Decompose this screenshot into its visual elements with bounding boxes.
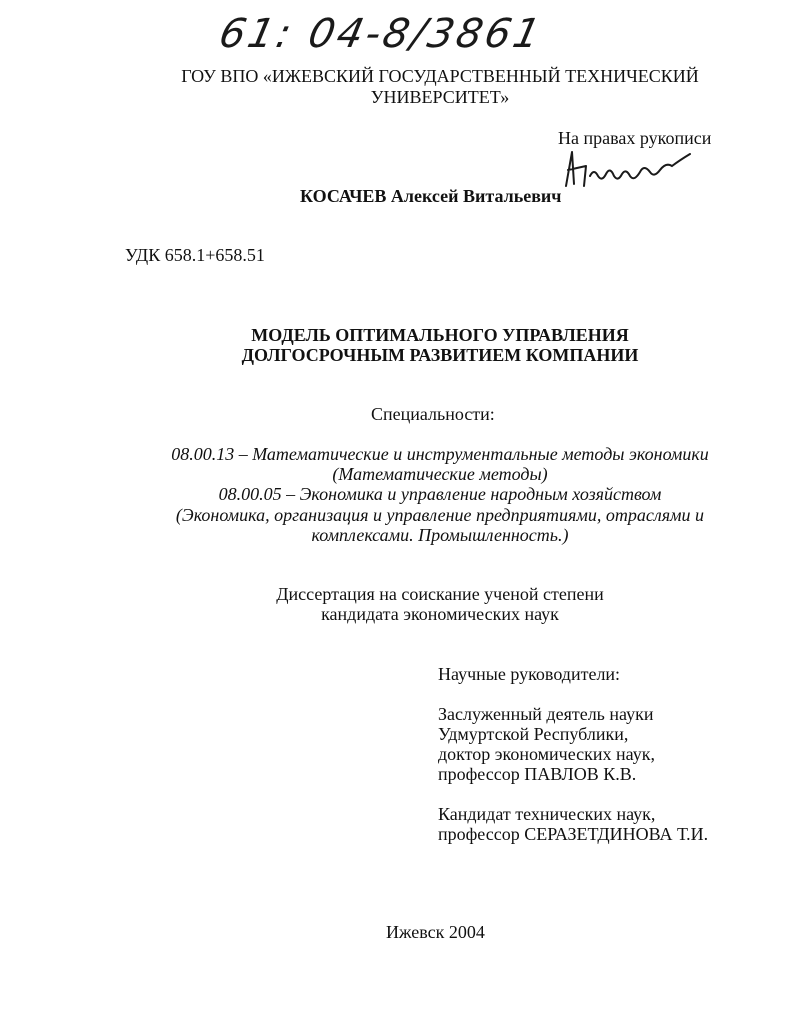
author-given-names: Алексей Витальевич: [390, 186, 562, 206]
supervisor1-line4: профессор ПАВЛОВ К.В.: [438, 764, 637, 784]
author-surname: КОСАЧЕВ: [300, 186, 387, 206]
thesis-title-line1: МОДЕЛЬ ОПТИМАЛЬНОГО УПРАВЛЕНИЯ: [251, 325, 629, 345]
specialty-line4: (Экономика, организация и управление предприятиями, отраслями и: [175, 505, 705, 525]
specialty-line2: (Математические методы): [332, 464, 548, 484]
thesis-title-line2: ДОЛГОСРОЧНЫМ РАЗВИТИЕМ КОМПАНИИ: [241, 345, 639, 365]
supervisor1-line3: доктор экономических наук,: [438, 744, 655, 764]
rights-note: На правах рукописи: [558, 128, 712, 148]
specialty-line3: 08.00.05 – Экономика и управление народным хозяйством: [218, 484, 662, 504]
udc-code: УДК 658.1+658.51: [125, 245, 265, 265]
supervisors-label: Научные руководители:: [438, 664, 621, 684]
specialty-line1: 08.00.13 – Математические и инструментальные методы экономики: [171, 444, 709, 464]
supervisor1-line1: Заслуженный деятель науки: [438, 704, 654, 724]
city-year: Ижевск 2004: [386, 922, 485, 942]
archive-number: 61: 04-8/3861: [215, 11, 548, 57]
author-name: [300, 186, 561, 206]
specialty-line5: комплексами. Промышленность.): [311, 525, 569, 545]
specialties-label: Специальности:: [371, 404, 495, 424]
degree-line2: кандидата экономических наук: [321, 604, 559, 624]
supervisor2-line2: профессор СЕРАЗЕТДИНОВА Т.И.: [438, 824, 709, 844]
institution-name-line1: ГОУ ВПО «ИЖЕВСКИЙ ГОСУДАРСТВЕННЫЙ ТЕХНИЧЕСКИЙ: [181, 66, 699, 86]
supervisor1-line2: Удмуртской Республики,: [438, 724, 629, 744]
institution-name-line2: УНИВЕРСИТЕТ»: [370, 87, 510, 107]
supervisor2-line1: Кандидат технических наук,: [438, 804, 656, 824]
degree-line1: Диссертация на соискание ученой степени: [276, 584, 604, 604]
author-signature: [560, 146, 700, 194]
